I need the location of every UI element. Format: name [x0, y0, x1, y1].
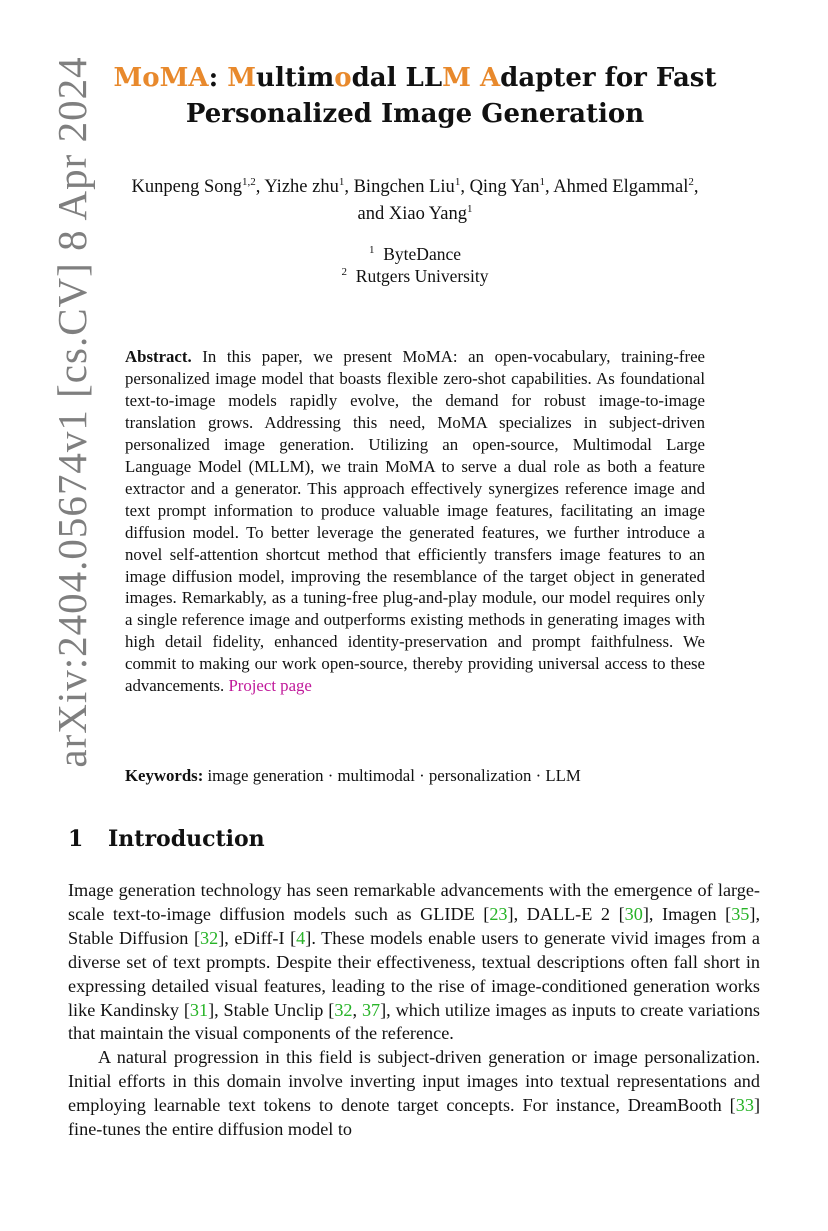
intro-text: ], Stable Unclip [ — [208, 999, 335, 1020]
intro-text: ], DALL-E 2 [ — [507, 903, 625, 924]
author-separator: , — [344, 177, 354, 197]
author-name: Kunpeng Song — [131, 177, 243, 197]
author-separator: , — [460, 177, 470, 197]
citation-link[interactable]: 37 — [361, 999, 381, 1020]
intro-text: ] fine-tunes the entire diffusion model to — [68, 1095, 760, 1140]
author-list — [70, 174, 760, 228]
intro-paragraph — [68, 1046, 760, 1142]
intro-text: ], which utilize images as inputs to create variations that maintain the visual components of the reference. — [68, 999, 761, 1044]
paper-title-line-2: Personalized Image Generation — [185, 99, 645, 129]
abstract-label: Abstract. — [125, 347, 192, 366]
project-page-link[interactable]: Project page — [228, 676, 312, 696]
author-affiliation-marker: 1 — [454, 175, 461, 188]
affiliation-row — [300, 243, 530, 265]
citation-link[interactable]: 33 — [735, 1095, 754, 1116]
affiliation-list — [300, 243, 530, 287]
title-segment — [471, 63, 480, 93]
author-name: and Xiao Yang — [357, 204, 467, 224]
title-segment: dapter for Fast — [500, 63, 717, 93]
keywords-label: Keywords: — [125, 766, 204, 785]
author-affiliation-marker: 1 — [338, 175, 345, 188]
title-segment: MoMA — [113, 63, 209, 93]
author-name: Bingchen Liu — [353, 177, 455, 197]
paper-title-line-1 — [100, 60, 730, 96]
keywords-line — [125, 765, 705, 787]
section-number: 1 — [68, 826, 84, 852]
citation-link[interactable]: 35 — [731, 903, 750, 924]
title-segment: ultim — [256, 63, 335, 93]
title-segment: : — [208, 63, 228, 93]
intro-text: ], Imagen [ — [642, 903, 732, 924]
citation-link[interactable]: 32 — [200, 927, 219, 948]
affiliation-name: ByteDance — [383, 244, 461, 264]
author-affiliation-marker: 1 — [466, 202, 473, 215]
intro-paragraph — [68, 879, 760, 1046]
title-segment: M — [227, 63, 257, 93]
intro-text: ]. These models enable users to generate vivid images from a diverse set of text prompts. Despite their effectiveness, textual descriptions often fall short in expressing detailed visual features, leading to the rise of image-conditioned generation works like Kandinsky [ — [68, 927, 761, 1020]
introduction-body — [68, 879, 760, 1142]
section-title: Introduction — [108, 826, 265, 852]
title-segment: M — [442, 63, 471, 93]
citation-link[interactable]: 31 — [189, 999, 209, 1020]
affiliation-row — [300, 265, 530, 287]
intro-text: , — [352, 999, 362, 1020]
arxiv-identifier-stamp: arXiv:2404.05674v1 [cs.CV] 8 Apr 2024 — [49, 56, 95, 768]
citation-link[interactable]: 32 — [334, 999, 353, 1020]
author-affiliation-marker: 1 — [539, 175, 545, 188]
intro-text: Image generation technology has seen remarkable advancements with the emergence of large-scale text-to-image diffusion models such as GLIDE [ — [68, 880, 760, 924]
abstract-text: In this paper, we present MoMA: an open-vocabulary, training-free personalized image model that boasts flexible zero-shot capabilities. As foundational text-to-image models rapidly evolve, the demand for robust image-to-image translation grows. Addressing this need, MoMA specializes in subject-driven personalized image generation. Utilizing an open-source, Multimodal Large Language Model (MLLM), we train MoMA to serve a dual role as both a feature extractor and a generator. This approach effectively synergizes reference image and text prompt information to produce valuable image features, facilitating an image diffusion model. To better leverage the generated features, we further introduce a novel self-attention shortcut method that efficiently transfers image features to an image diffusion model, improving the resemblance of the target object in generated images. Remarkably, as a tuning-free plug-and-play module, our model requires only a single reference image and outperforms existing methods in generating images with high detail fidelity, enhanced identity-preservation and prompt faithfulness. We commit to making our work open-source, thereby providing universal access to these advancements. — [125, 347, 705, 696]
intro-text: ], eDiff-I [ — [218, 927, 297, 948]
affiliation-marker: 1 — [369, 244, 375, 257]
author-affiliation-marker: 2 — [688, 175, 694, 188]
affiliation-name: Rutgers University — [355, 266, 489, 286]
title-segment: o — [334, 63, 352, 93]
abstract-block — [125, 346, 705, 697]
author-separator: , — [255, 177, 265, 197]
author-affiliation-marker: 1,2 — [242, 175, 256, 188]
author-name: Qing Yan — [469, 177, 540, 197]
citation-link[interactable]: 4 — [296, 927, 306, 948]
section-heading — [68, 826, 265, 852]
citation-link[interactable]: 23 — [489, 903, 508, 924]
author-separator: , — [544, 177, 554, 197]
author-name: Yizhe zhu — [264, 177, 339, 197]
intro-text: ], Stable Diffusion [ — [68, 903, 760, 948]
title-segment: A — [479, 63, 501, 93]
affiliation-marker: 2 — [341, 266, 348, 279]
author-name: Ahmed Elgammal — [553, 177, 689, 197]
author-separator: , — [693, 177, 699, 197]
keywords-text: image generation · multimodal · personalization · LLM — [203, 766, 581, 785]
citation-link[interactable]: 30 — [624, 903, 643, 924]
paper-title — [100, 60, 730, 132]
intro-text: A natural progression in this field is subject-driven generation or image personalization. Initial efforts in this domain involve inverting input images into textual representations and employing learnable text tokens to denote target concepts. For instance, DreamBooth [ — [68, 1047, 760, 1116]
title-segment: dal LL — [351, 63, 443, 93]
